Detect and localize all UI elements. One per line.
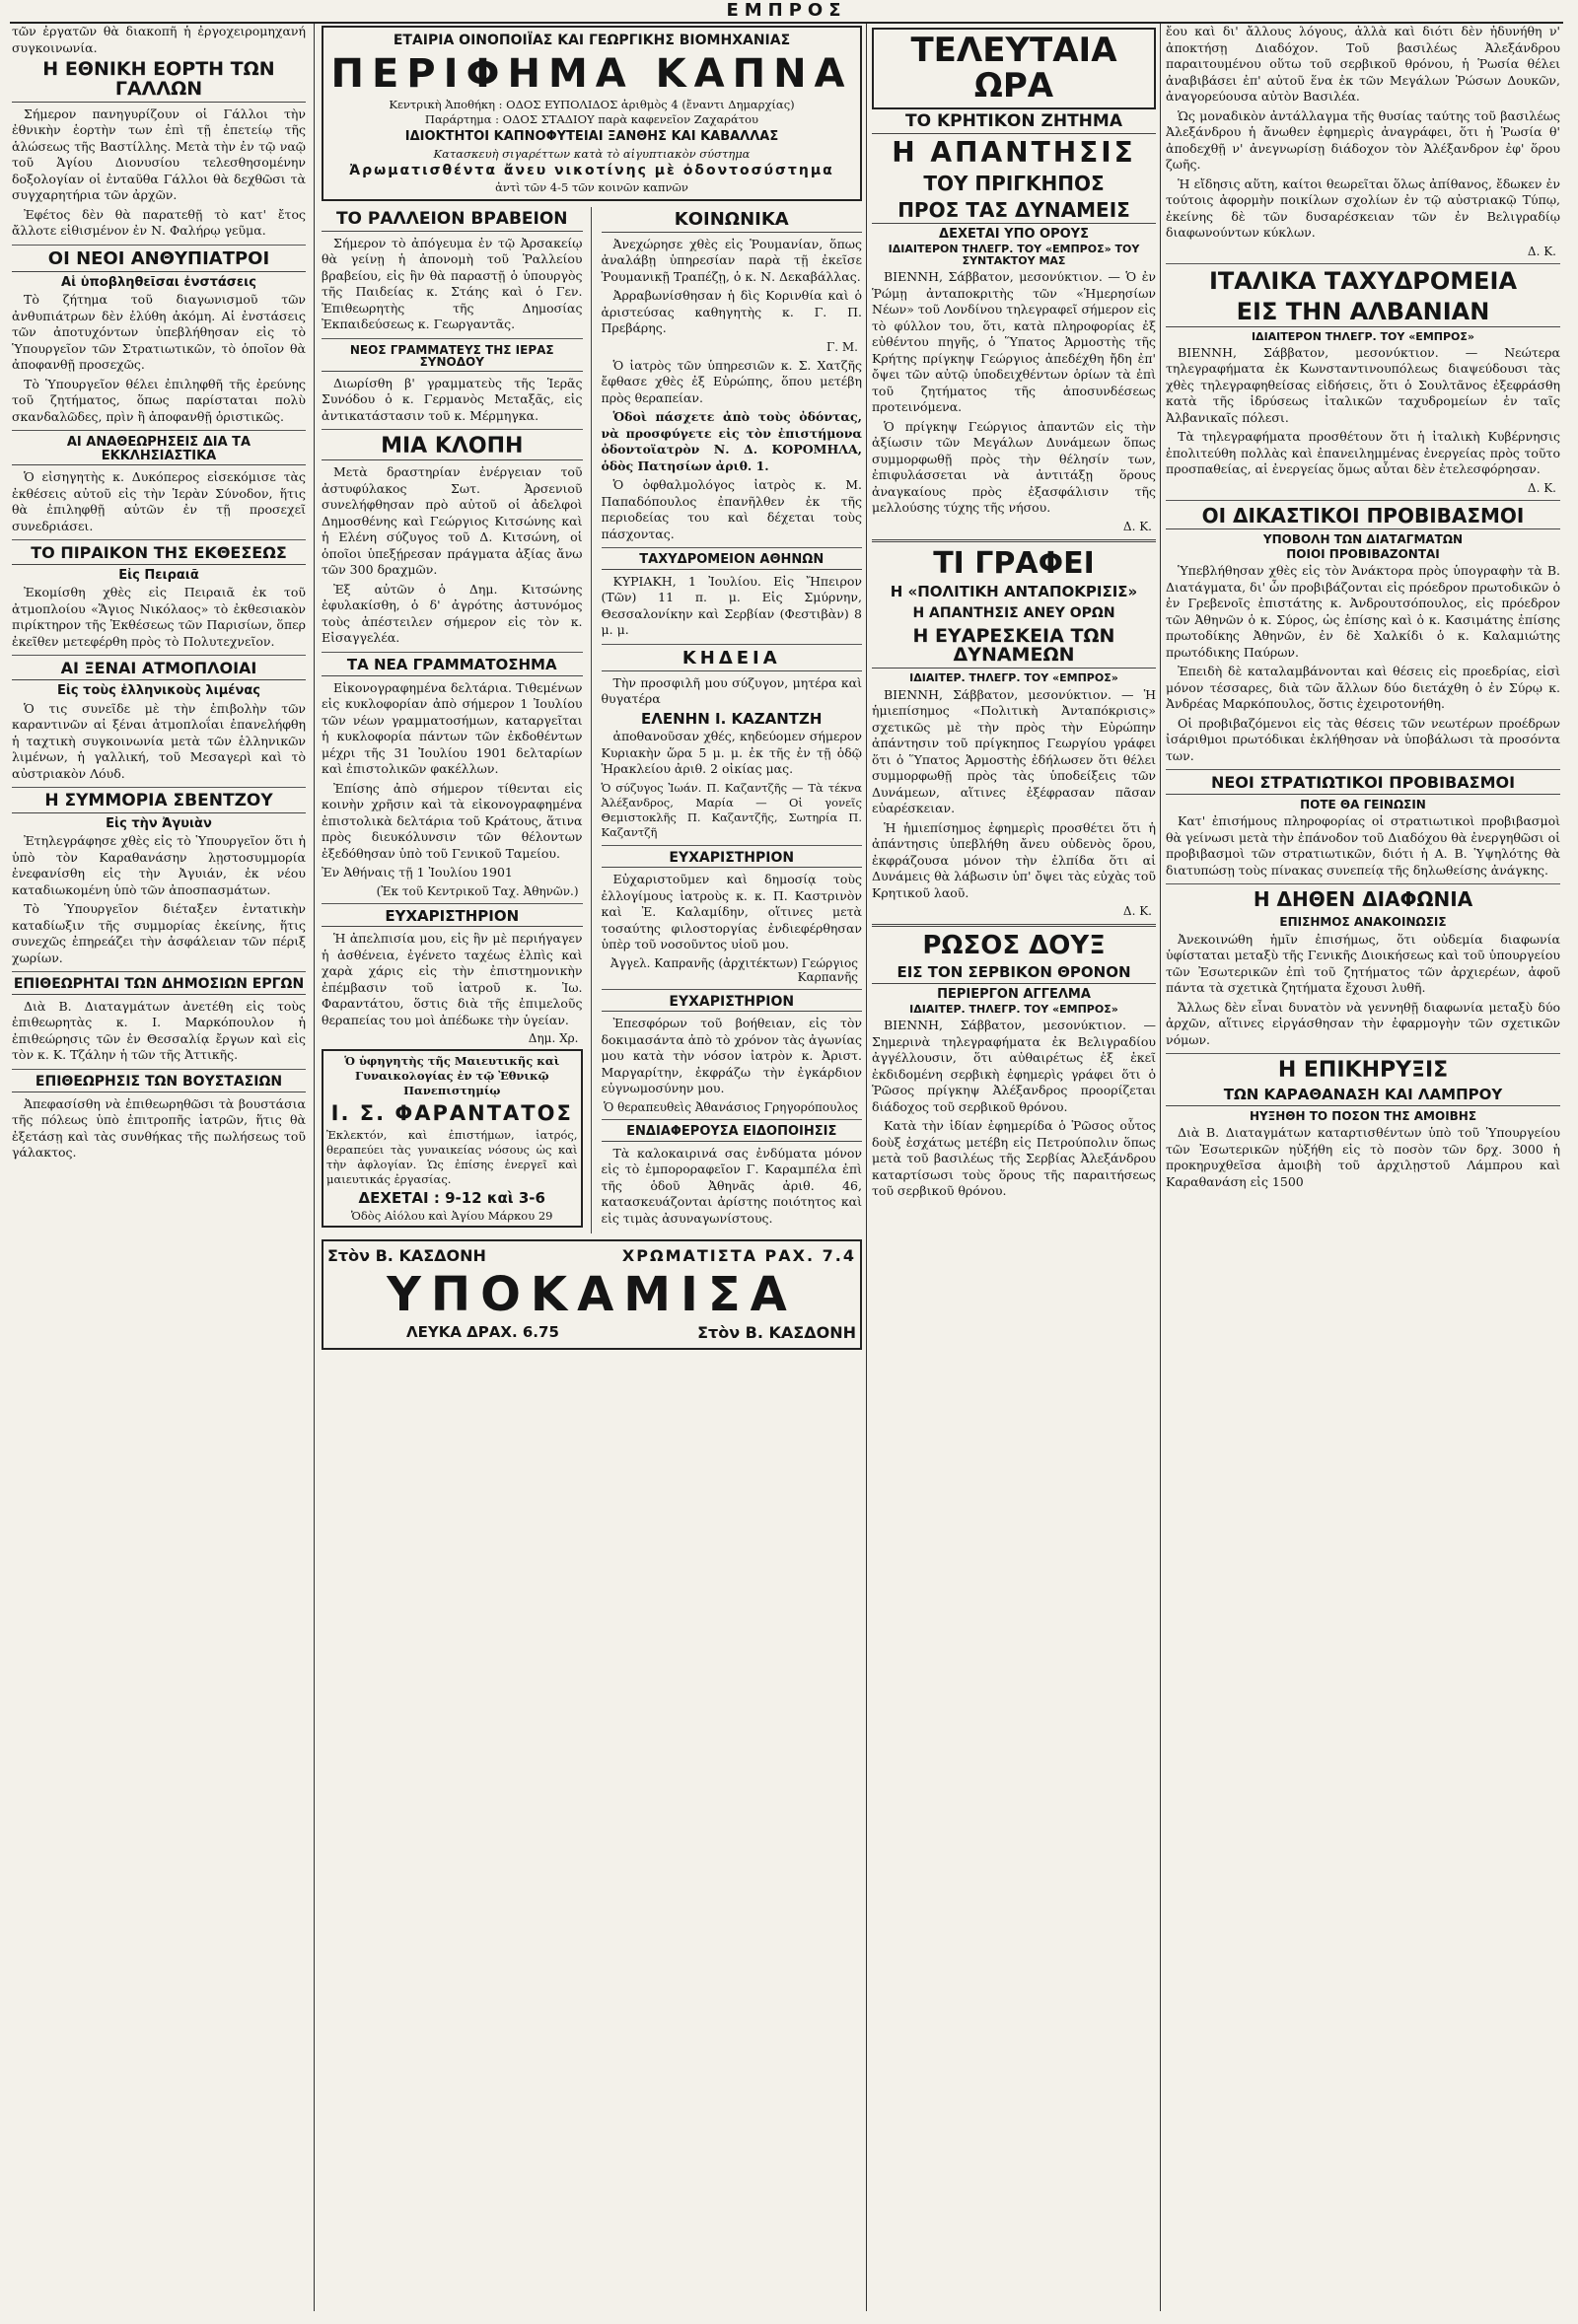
headline-satisfaction: Η ΕΥΑΡΕΣΚΕΙΑ ΤΩΝ ΔΥΝΑΜΕΩΝ — [872, 627, 1156, 669]
headline-new-stamps: ΤΑ ΝΕΑ ΓΡΑΜΜΑΤΟΣΗΜΑ — [322, 658, 583, 676]
article-text: Μετὰ δραστηρίαν ἐνέργειαν τοῦ ἀστυφύλακος Σωτ. Ἀρσενιοῦ συνελήφθησαν πρὸ αὐτοῦ οἱ ἀδελφοὶ Δημοσθένης καὶ Γεώργιος Κιτσώνης καὶ ἡ Ελένη σύζυγος τοῦ Δ. Κιτσώνη, οἱ ὁποῖοι ὑπεξῄρεσαν πράγματα ἀξίας ἄνω τῶν 300 δραχμῶν. — [322, 464, 583, 578]
headline-theft: ΜΙΑ ΚΛΟΠΗ — [322, 435, 583, 460]
article-text: Τὸ Ὑπουργεῖον θέλει ἐπιληφθῆ τῆς ἐρεύνης τοῦ ζητήματος, ὅπως παρίσταται πολὺ σκανδαλῶδες, πρὶν ἢ ἀποφανθῇ ὁριστικῶς. — [12, 376, 306, 424]
divider — [1166, 500, 1560, 501]
headline-post-office: ΤΑΧΥΔΡΟΜΕΙΟΝ ΑΘΗΝΩΝ — [602, 553, 863, 570]
column-rule — [314, 24, 315, 2311]
headline-notice: ΕΝΔΙΑΦΕΡΟΥΣΑ ΕΙΔΟΠΟΙΗΣΙΣ — [602, 1125, 863, 1142]
divider — [12, 787, 306, 788]
masthead: ΕΜΠΡΟΣ — [10, 0, 1563, 24]
article-text: Τὰ τηλεγραφήματα προσθέτουν ὅτι ἡ ἰταλικὴ Κυβέρνησις ἐπολιτεύθη πολλὰς καὶ ἐπανειλημμένας ἐνεργείας πρὸς τοῦτο προσπαθείας, αἱ ἐνεργείας ὅμως αὗται δὲν ἐτελεσφόρησαν. — [1166, 429, 1560, 477]
article-signature: Γ. Μ. — [825, 339, 858, 354]
divider — [12, 971, 306, 972]
divider — [602, 989, 863, 990]
article-text: Εἰκονογραφημένα δελτάρια. Τιθεμένων εἰς κυκλοφορίαν ἀπὸ σήμερον 1 Ἰουλίου τῶν νέων γραμματοσήμων, καταργεῖται ἡ κυκλοφορία πάντων τῶν ἐκδοθέντων μέχρι τῆς 31 Ἰουλίου 1901 δελταρίων καὶ ἐπιστολικῶν φακέλλων. — [322, 679, 583, 777]
headline-national-holiday: Η ΕΘΝΙΚΗ ΕΟΡΤΗ ΤΩΝ ΓΑΛΛΩΝ — [12, 60, 306, 103]
ad-line-bold: ΙΔΙΟΚΤΗΤΟΙ ΚΑΠΝΟΦΥΤΕΙΑΙ ΞΑΝΘΗΣ ΚΑΙ ΚΑΒΑΛΛΑΣ — [404, 129, 779, 145]
headline-bounty: Η ΕΠΙΚΗΡΥΞΙΣ — [1277, 1058, 1449, 1084]
headline-powers: ΠΡΟΣ ΤΑΣ ΔΥΝΑΜΕΙΣ — [872, 200, 1156, 224]
headline-judicial-promotions: ΟΙ ΔΙΚΑΣΤΙΚΟΙ ΠΡΟΒΙΒΑΣΜΟΙ — [1166, 506, 1560, 529]
article-text: Ὁ τις συνεῖδε μὲ τὴν ἐπιβολὴν τῶν καραντινῶν αἱ ξέναι ἀτμοπλοΐαι ἐπανελήφθη ἡ ταχτικὴ συγκοινωνία μετὰ τῶν ἑλληνικῶν λιμένων, ἡ γαλλική, τοῦ Μεσαγερὶ καὶ τὸ αὐστριακὸν Λόυδ. — [12, 700, 306, 781]
headline-military-promotions: ΝΕΟΙ ΣΤΡΑΤΙΩΤΙΚΟΙ ΠΡΟΒΙΒΑΣΜΟΙ — [1166, 775, 1560, 795]
divider — [322, 903, 583, 904]
headline-new-assistant-doctors: ΟΙ ΝΕΟΙ ΑΝΘΥΠΙΑΤΡΟΙ — [12, 250, 306, 272]
office-hours: ΔΕΧΕΤΑΙ : 9-12 καὶ 3-6 — [358, 1189, 545, 1208]
headline-albania: ΕΙΣ ΤΗΝ ΑΛΒΑΝΙΑΝ — [1166, 300, 1560, 327]
article-text: ἀποθανοῦσαν χθές, κηδεύομεν σήμερον Κυριακὴν ὥρα 5 μ. μ. ἐκ τῆς ἐν τῇ ὁδῷ Ἡρακλείου ἀριθ. 2 οἰκίας μας. — [601, 729, 862, 777]
divider — [1166, 1053, 1560, 1054]
article-text: Ἀνεχώρησε χθὲς εἰς Ῥουμανίαν, ὅπως ἀναλάβῃ ὑπηρεσίαν παρὰ τῇ ἐκεῖσε Ῥουμανικῇ Τραπέζῃ, ὁ κ. Ν. Δεκαβάλλας. — [601, 236, 862, 284]
headline-thanks: ΕΥΧΑΡΙΣΤΗΡΙΟΝ — [602, 995, 863, 1013]
headline-gang: Η ΣΥΜΜΟΡΙΑ ΣΒΕΝΤΖΟΥ — [12, 793, 306, 813]
article-text: ΒΙΕΝΝΗ, Σάββατον, μεσονύκτιον. — Ὁ ἐν Ῥώμῃ ἀνταποκριτὴς τῶν «Ἡμερησίων Νέων» τοῦ Λονδίνου τηλεγραφεῖ σήμερον εἰς τὸ φύλλον του, ὅτι, κατὰ πληροφορίας ἐξ εὐθέντου πηγῆς, ὁ Ὕπατος Ἁρμοστὴς τῆς Κρήτης πρίγκηψ Γεώργιος ἀπεδέχθη ἤδη ἐπ' ὄψει τῶν αὐτῷ ὑποδειχθέντων ὁρίων τὰ ἐπὶ τοῦ ζητήματος τῆς ἀποσυνδέσεως προτεινόμενα. — [872, 269, 1156, 415]
divider — [322, 652, 583, 653]
ad-price-line: ΛΕΥΚΑ ΔΡΑΧ. 6.75 — [406, 1323, 559, 1342]
ad-row — [327, 1322, 856, 1344]
article-text: Ὡς μοναδικὸν ἀντάλλαγμα τῆς θυσίας ταύτης τοῦ βασιλέως Ἀλεξάνδρου ἡ ἄνωθεν ἐφημερὶς ἀναγράφει, ὅτι ἡ Ῥωσία θ' ἀποδεχθῇ ν' ἀνεγνωρίσῃ διάδοχον τὸν Ἀλέξανδρον ἐφ' ὅρου ζωῆς. — [1166, 107, 1560, 172]
article-text: Ἀπεφασίσθη νὰ ἐπιθεωρηθῶσι τὰ βουστάσια τῆς πόλεως ὑπὸ ἐπιτροπῆς ἰατρῶν, ἥτις θὰ ἐξετάσῃ καὶ τὰς συνθήκας τῆς πωλήσεως τοῦ γάλακτος. — [12, 1095, 306, 1161]
headline-funeral: ΚΗΔΕΙΑ — [602, 650, 863, 671]
article-text: Ἡ εἴδησις αὕτη, καίτοι θεωρεῖται ὅλως ἀπίθανος, ἔδωκεν ἐν τούτοις ἀφορμὴν ποικίλων σχολίων ἐν τῷ αὐστριακῷ Τύπῳ, ἐκείνης δὲ τῶν δυσαρέσκειαν τῶν ἐν Βελιγραδίῳ διαφωνούντων κύκλων. — [1166, 176, 1560, 240]
divider — [12, 655, 306, 656]
ad-line: Κατασκευὴ σιγαρέττων κατὰ τὸ αἰγυπτιακὸν σύστημα — [433, 146, 751, 161]
article-signature: Δ. Κ. — [1527, 244, 1556, 258]
subheadline: ΥΠΟΒΟΛΗ ΤΩΝ ΔΙΑΤΑΓΜΑΤΩΝ — [1262, 531, 1464, 546]
shop-name: Στὸν Β. ΚΑΣΔΟΝΗ — [697, 1323, 856, 1343]
article-signature: Δ. Κ. — [1122, 519, 1152, 533]
article-signature: Δ. Κ. — [1122, 904, 1152, 918]
article-text: Σήμερον τὸ ἀπόγευμα ἐν τῷ Ἀρσακείῳ θὰ γείνῃ ἡ ἀπονομὴ τοῦ Ῥαλλείου βραβείου, εἰς ἣν θὰ παραστῇ ὁ ὑπουργὸς τῆς Παιδείας κ. Στάης καὶ ὁ Γεν. Ἐπιθεωρητὴς τῆς Δημοσίας Ἐκπαιδεύσεως κ. Γεωργαντᾶς. — [322, 235, 583, 332]
headline-foreign-shipping: ΑΙ ΞΕΝΑΙ ΑΤΜΟΠΛΟΙΑΙ — [12, 661, 306, 680]
ad-line: Ἐκλεκτόν, καὶ ἐπιστήμων, ἰατρός, θεραπεύει τὰς γυναικείας νόσους ὡς καὶ τὴν ἀφλογίαν. Ὡς ἐπίσης ἐνεργεῖ καὶ μαιευτικάς ἐργασίας. — [326, 1128, 578, 1187]
divider — [1166, 883, 1560, 884]
article-text: Κατ' ἐπισήμους πληροφορίας οἱ στρατιωτικοὶ προβιβασμοὶ θὰ γείνωσι μετὰ τὴν ἐπάνοδον τοῦ Διαδόχου θὰ ἐνεργηθῶσι οἱ προβιβασμοὶ τῶν στρατιωτικῶν, διότι ἡ Α. Β. Ὑψηλότης θὰ διατυπώσῃ τοὺς πίνακας συνεπείᾳ τῆς δηλωθείσης ἀνάγκης. — [1166, 813, 1560, 878]
ad-row — [327, 1245, 856, 1267]
ad-headline: ΠΕΡΙΦΗΜΑ ΚΑΠΝΑ — [330, 51, 853, 98]
article-text: Ἐπεσφόρων τοῦ βοήθειαν, εἰς τὸν δοκιμασάντα ἀπὸ τὸ χρόνον τὰς ἀγωνίας μου κατὰ τὴν νόσον ἰατρὸν κ. Ἀριστ. Μαργαρίτην, ἐκφράζω τὴν ἐγκάρδιον εὐγνωμοσύνην μου. — [601, 1016, 862, 1096]
headline-cretan-question: ΤΟ ΚΡΗΤΙΚΟΝ ΖΗΤΗΜΑ — [872, 113, 1156, 134]
tobacco-advertisement — [322, 26, 862, 201]
divider — [12, 1069, 306, 1070]
divider — [602, 845, 863, 846]
article-text: Εὐχαριστοῦμεν καὶ δημοσίᾳ τοὺς ἐλλογίμους ἰατροὺς κ. κ. Π. Καστρινὸν καὶ Ἐ. Καλαμίδην, οἵτινες μετὰ τοσαύτης φιλοστοργίας ἐνδιεφέρθησαν ὑπὲρ τοῦ νοσοῦντος υἱοῦ μου. — [601, 872, 862, 952]
article-text: Σήμερον πανηγυρίζουν οἱ Γάλλοι τὴν ἐθνικὴν ἑορτὴν των ἐπὶ τῇ ἐπετείῳ τῆς ἁλώσεως τῆς Βαστίλλης. Μετὰ τὴν ἐν τῷ ναῷ τοῦ Ἁγίου Διονυσίου τελεσθησομένην δοξολογίαν οἱ ἐνταῦθα Γάλλοι θὰ δεχθῶσι τὰ συγχαρητήρια τῶν ἀρχῶν. — [12, 106, 306, 203]
subheadline: ΗΥΞΗΘΗ ΤΟ ΠΟΣΟΝ ΤΗΣ ΑΜΟΙΒΗΣ — [1249, 1108, 1477, 1123]
column-4 — [1166, 24, 1560, 2311]
subheadline: ΔΕΧΕΤΑΙ ΥΠΟ ΟΡΟΥΣ — [939, 226, 1089, 242]
column-3 — [872, 24, 1156, 2311]
article-signature: Ὁ θεραπευθεὶς Ἀθανάσιος Γρηγορόπουλος — [603, 1099, 858, 1114]
article-signature: Δ. Κ. — [1527, 480, 1556, 495]
column-rule — [866, 24, 867, 2311]
telegram-tag: ΙΔΙΑΙΤΕΡ. ΤΗΛΕΓΡ. ΤΟΥ «ΕΜΠΡΟΣ» — [909, 671, 1118, 685]
column-rule — [1160, 24, 1161, 2311]
subheadline: Εἰς τοὺς ἑλληνικοὺς λιμένας — [56, 683, 261, 699]
article-text: Ἀνεκοινώθη ἡμῖν ἐπισήμως, ὅτι οὐδεμία διαφωνία ὑφίσταται μεταξὺ τῆς Γενικῆς Διοικήσεως καὶ τοῦ ὑπουργείου τῶν Ἐσωτερικῶν ἐπὶ τοῦ ζητήματος τῶν ἀρχιερέων, ἀφοῦ πάντα τὰ σχετικὰ ζητήματα ἔχουσι λυθῆ. — [1166, 931, 1560, 996]
article-text: ΒΙΕΝΝΗ, Σάββατον, μεσονύκτιον. — Ἡ ἡμιεπίσημος «Πολιτικὴ Ἀνταπόκρισις» σχετικῶς μὲ τὴν πρὸς τὴν Εὐρώπην ἀπάντησιν τοῦ πρίγκηπος Γεωργίου γράφει ὅτι ὁ Ὕπατος Ἁρμοστὴς ἐδήλωσεν ὅτι θέλει συμμορφωθῇ πρὸς τὰς ὑποδείξεις τῶν Δυνάμεων, αἵτινες ἐξέφρασαν πᾶσαν εὐαρέσκειαν. — [872, 686, 1156, 815]
article-text: Ὑπεβλήθησαν χθὲς εἰς τὸν Ἀνάκτορα πρὸς ὑπογραφὴν τὰ Β. Διατάγματα, δι' ὧν προβιβάζονται εἰς πρόεδρον πρωτοδικῶν ὁ ἐν Γρεβενοῖς ἐπιστάτης κ. Ἀνδρουτσόπουλος, εἰς πρόεδρον τῶν Ἀθηνῶν ὁ κ. Σύρος, ὡς ἐπίσης καὶ ὁ κ. Κασιμάτης ἐπίσης πρωτοδίκης Ἀθηνῶν, ἐν δὲ Χαλκίδι ὁ κ. Καλαμιώτης πρωτόδικης Παύρων. — [1166, 563, 1560, 660]
headline-italian-posts: ΙΤΑΛΙΚΑ ΤΑΧΥΔΡΟΜΕΙΑ — [1208, 266, 1518, 295]
article-text: Κατὰ τὴν ἰδίαν ἐφημερίδα ὁ Ῥῶσος οὗτος δοὺξ ἐσχάτως μετέβη εἰς Πετρούπολιν ὅπως μετὰ τοῦ βασιλέως τῆς Σερβίας Ἀλεξάνδρου καταρτίσωσι τοὺς ὅρους τῆς παραιτήσεως τοῦ σερβικοῦ θρόνου. — [872, 1118, 1156, 1199]
divider — [602, 644, 863, 645]
divider — [872, 539, 1156, 542]
article-text: Ἐπειδὴ δὲ καταλαμβάνονται καὶ θέσεις εἰς προεδρίας, εἰσὶ μόνον τέσσαρες, διὰ τῶν ἄλλων δύο διετάχθη ὁ ἐν Σύρῳ κ. Ἀνδρέας Μαρκόπουλος, ὅστις ἐχειροτονήθη. — [1166, 664, 1560, 712]
subheadline: Εἰς τὴν Ἀγυιὰν — [106, 815, 212, 831]
article-text: Οἱ προβιβαζόμενοι εἰς τὰς θέσεις τῶν νεωτέρων προέδρων ἰσάριθμοι πρωτόδικαι ἐκλήθησαν νὰ ὑποβάλωσι τὰ προσόντα των. — [1166, 715, 1560, 763]
telegram-tag: ΙΔΙΑΙΤΕΡ. ΤΗΛΕΓΡ. ΤΟΥ «ΕΜΠΡΟΣ» — [909, 1003, 1118, 1017]
article-text: Ἀρραβωνίσθησαν ἡ δὶς Κορινθία καὶ ὁ ἀριστεύσας καθηγητὴς κ. Γ. Π. Πρεβάρης. — [601, 288, 862, 336]
divider — [1166, 263, 1560, 264]
article-text: ἔου καὶ δι' ἄλλους λόγους, ἀλλὰ καὶ διότι δὲν ἠδυνήθη ν' ἀποκτήσῃ Διαδόχον. Τοῦ βασιλέως Ἀλεξάνδρου παραιτουμένου οὕτω τοῦ σερβικοῦ θρόνου, ἡ Ῥωσία θέλει ἀναβιβάσει ἐπ' αὐτοῦ ἕνα ἐκ τῶν Μεγάλων Ῥώσων Δουκῶν, ἀναγορεύουσα αὐτὸν Βασιλέα. — [1166, 24, 1560, 104]
divider — [12, 430, 306, 431]
headline-bandits: ΤΩΝ ΚΑΡΑΘΑΝΑΣΗ ΚΑΙ ΛΑΜΠΡΟΥ — [1166, 1088, 1560, 1106]
doctor-advertisement — [322, 1049, 583, 1228]
article-text: Ἄλλως δὲν εἶναι δυνατὸν νὰ γεννηθῇ διαφωνία μεταξὺ δύο ἀρχῶν, αἵτινες εἰργάσθησαν τὴν ἐφαρμογὴν τῶν σχετικῶν νόμων. — [1166, 999, 1560, 1047]
divider — [1166, 769, 1560, 770]
subheadline: ΠΟΤΕ ΘΑ ΓΕΙΝΩΣΙΝ — [1300, 798, 1426, 812]
telegram-tag: ΙΔΙΑΙΤΕΡΟΝ ΤΗΛΕΓΡ. ΤΟΥ «ΕΜΠΡΟΣ» — [1251, 329, 1475, 343]
headline-ecclesiastical: ΑΙ ΑΝΑΘΕΩΡΗΣΕΙΣ ΔΙΑ ΤΑ ΕΚΚΛΗΣΙΑΣΤΙΚΑ — [12, 436, 306, 465]
article-fragment: τῶν ἐργατῶν θὰ διακοπῆ ἡ ἐργοχειρομηχανή συγκοινωνία. — [12, 24, 306, 55]
article-text: Τὰ καλοκαιρινά σας ἐνδύματα μόνον εἰς τὸ ἐμποροραφεῖον Γ. Καραμπέλα ἐπὶ τῆς ὁδοῦ Ἀθηνᾶς ἀριθ. 46, κατασκευάζονται ἀρίστης ποιότητος καὶ εἰς τιμὰς ἀσυναγωνίστους. — [601, 1145, 862, 1226]
article-text: Ἐφέτος δὲν θὰ παρατεθῇ τὸ κατ' ἔτος ἄλλοτε εἰθισμένον ἐν Ν. Φαλήρῳ γεῦμα. — [12, 206, 306, 239]
article-text: Ὁδοὶ πάσχετε ἀπὸ τοὺς ὀδόντας, νὰ προσφύγετε εἰς τὸν ἐπιστήμονα ὀδοντοϊατρὸν Ν. Δ. ΚΟΡΟΜΗΛΑ, ὁδὸς Πατησίων ἀριθ. 1. — [601, 409, 862, 473]
relatives-list: Ὁ σύζυγος Ἰωάν. Π. Καζαντζῆς — Τὰ τέκνα Ἀλέξανδρος, Μαρία — Οἱ γονεῖς Θεμιστοκλῆς Π. Καζαντζῆς, Σωτηρία Π. Καζαντζῆ — [601, 780, 862, 839]
headline-public-works: ΕΠΙΘΕΩΡΗΤΑΙ ΤΩΝ ΔΗΜΟΣΙΩΝ ΕΡΓΩΝ — [12, 977, 306, 995]
divider — [322, 338, 583, 339]
article-date: Ἐν Ἀθήναις τῇ 1 Ἰουλίου 1901 — [322, 865, 513, 880]
headline-russian-duke: ΡΩΣΟΣ ΔΟΥΞ — [922, 931, 1106, 960]
article-text: Τὴν προσφιλῆ μου σύζυγον, μητέρα καὶ θυγατέρα — [601, 674, 862, 707]
shop-name: Στὸν Β. ΚΑΣΔΟΝΗ — [327, 1246, 486, 1266]
article-text: Διὰ Β. Διαταγμάτων καταρτισθέντων ὑπὸ τοῦ Ὑπουργείου τῶν Ἐσωτερικῶν ηὐξήθη εἰς τὸ ποσὸν τῶν δρχ. 3000 ἡ προκηρυχθεῖσα ἀμοιβὴ τοῦ ἀρχιλῃστοῦ Λάμπρου καὶ Καραθανάση εἰς 1500 — [1166, 1125, 1560, 1189]
article-text: Ὁ εἰσηγητὴς κ. Δυκόπερος εἰσεκόμισε τὰς ἐκθέσεις αὐτοῦ εἰς τὴν Ἱερὰν Σύνοδον, ἥτις θὰ ἐπιληφθῇ αὐτῶν ἐν τῇ προσεχεῖ συνεδριάσει. — [12, 469, 306, 533]
column-2b — [602, 207, 863, 1234]
article-text: Ἐκομίσθη χθὲς εἰς Πειραιᾶ ἐκ τοῦ ἀτμοπλοίου «Ἅγιος Νικόλαος» τὸ ἐκθεσιακὸν πιρίκτηρον τῆς Ἐκθέσεως τῶν Παρισίων, ὅπερ ἐκεῖθεν μετεφέρθη πρὸς τὸ Πολυτεχνεῖον. — [12, 585, 306, 649]
headline-serbian-throne: ΕΙΣ ΤΟΝ ΣΕΡΒΙΚΟΝ ΘΡΟΝΟΝ — [872, 965, 1156, 984]
headline-prince: ΤΟΥ ΠΡΙΓΚΗΠΟΣ — [923, 171, 1105, 195]
headline-reply: Η ΑΠΑΝΤΗΣΙΣ — [892, 136, 1136, 170]
article-text: Διωρίσθη β' γραμματεὺς τῆς Ἱερᾶς Συνόδου ὁ κ. Γερμανὸς Μεταξᾶς, εἰς ἀντικατάστασιν τοῦ κ. Μέρμηγκα. — [322, 375, 583, 423]
article-text: Ὁ ἰατρὸς τῶν ὑπηρεσιῶν κ. Σ. Χατζῆς ἔφθασε χθὲς ἐξ Εὐρώπης, ὅπου μετέβη πρὸς θεραπείαν. — [601, 357, 862, 405]
article-signature: Δημ. Χρ. — [528, 1031, 579, 1046]
office-address: Ὁδὸς Αἰόλου καὶ Ἀγίου Μάρκου 29 — [351, 1208, 553, 1223]
subheadline: Αἱ ὑποβληθεῖσαι ἐνστάσεις — [61, 274, 256, 290]
doctor-name: Ι. Σ. ΦΑΡΑΝΤΑΤΟΣ — [330, 1101, 573, 1126]
ad-line: Κεντρικὴ Ἀποθήκη : ΟΔΟΣ ΕΥΠΟΛΙΔΟΣ ἀριθμὸς 4 (ἔναντι Δημαρχίας) — [389, 98, 795, 112]
article-text: Ἐτηλεγράφησε χθὲς εἰς τὸ Ὑπουργεῖον ὅτι ἡ ὑπὸ τὸν Καραθανάσην λῃστοσυμμορία ἐνεφανίσθη εἰς τὴν Ἀγυιάν, ἐκ νέου καταδιωκομένη ὑπὸ τῶν ἀποσπασμάτων. — [12, 833, 306, 897]
headline-society: ΚΟΙΝΩΝΙΚΑ — [602, 211, 863, 233]
article-text: Ὁ πρίγκηψ Γεώργιος ἀπαντῶν εἰς τὴν ἀξίωσιν τῶν Μεγάλων Δυνάμεων ὅπως συμμορφωθῇ πρὸς τὴν θέλησίν των, ἐπιφυλάσσεται νὰ ἀντιτάξῃ ὅρους ἀναγκαίους πρὸς ἐξασφάλισιν τῆς μελλούσης τύχης τῆς νήσου. — [872, 418, 1156, 516]
column-2a — [322, 207, 592, 1234]
headline-disagreement: Η ΔΗΘΕΝ ΔΙΑΦΩΝΙΑ — [1253, 887, 1473, 912]
ad-headline: ΥΠΟΚΑΜΙΣΑ — [387, 1267, 797, 1323]
article-signature: (Ἐκ τοῦ Κεντρικοῦ Ταχ. Ἀθηνῶν.) — [376, 883, 579, 898]
headline-thanks: ΕΥΧΑΡΙΣΤΗΡΙΟΝ — [602, 851, 863, 869]
divider — [872, 924, 1156, 927]
article-signature: Ἀγγελ. Καπρανῆς (ἀρχιτέκτων) Γεώργιος Καρπανῆς — [610, 955, 858, 984]
column-1 — [12, 24, 306, 2311]
headline-last-hour: ΤΕΛΕΥΤΑΙΑ ΩΡΑ — [872, 28, 1156, 109]
subheadline: ΠΕΡΙΕΡΓΟΝ ΑΓΓΕΛΜΑ — [937, 987, 1091, 1003]
headline-rallis-prize: ΤΟ ΡΑΛΛΕΙΟΝ ΒΡΑΒΕΙΟΝ — [322, 211, 583, 232]
headline-exhibition: ΤΟ ΠΙΡΑΙΚΟΝ ΤΗΣ ΕΚΘΕΣΕΩΣ — [12, 545, 306, 565]
deceased-name: ΕΛΕΝΗΝ Ι. ΚΑΖΑΝΤΖΗ — [641, 709, 823, 728]
shirts-advertisement — [322, 1239, 862, 1349]
ad-line: ἀντὶ τῶν 4-5 τῶν κοινῶν καπνῶν — [495, 179, 688, 194]
telegram-tag: ΙΔΙΑΙΤΕΡΟΝ ΤΗΛΕΓΡ. ΤΟΥ «ΕΜΠΡΟΣ» ΤΟΥ ΣΥΝΤΑΚΤΟΥ ΜΑΣ — [888, 242, 1140, 267]
article-text: Ἐξ αὐτῶν ὁ Δημ. Κιτσώνης ἐφυλακίσθη, ὁ δ' ἀγρότης ἀστυνόμος τοὺς ἀπέστειλεν σήμερον εἰς τὸν κ. Εἰσαγγελέα. — [322, 581, 583, 646]
headline-stables: ΕΠΙΘΕΩΡΗΣΙΣ ΤΩΝ ΒΟΥΣΤΑΣΙΩΝ — [12, 1075, 306, 1092]
ad-line: Παράρτημα : ΟΔΟΣ ΣΤΑΔΙΟΥ παρὰ καφενεῖον Ζαχαράτου — [424, 112, 759, 127]
subheadline: ΠΟΙΟΙ ΠΡΟΒΙΒΑΖΟΝΤΑΙ — [1286, 547, 1440, 562]
article-text: Ἡ ἀπελπισία μου, εἰς ἣν μὲ περιήγαγεν ἡ ἀσθένεια, ἐγένετο ταχέως ἐλπὶς καὶ χαρὰ χάρις εἰς τὴν ἐπιστημονικὴν ἐπέμβασιν τοῦ ἰατροῦ κ. Ἰω. Φαραντάτου, ὅστις διὰ τῆς ἐπιμελοῦς θεραπείας του μοὶ ἀπέδωκε τὴν ὑγείαν. — [322, 931, 583, 1027]
headline-synod-secretary: ΝΕΟΣ ΓΡΑΜΜΑΤΕΥΣ ΤΗΣ ΙΕΡΑΣ ΣΥΝΟΔΟΥ — [322, 344, 583, 372]
headline-political-correspondence: Η «ΠΟΛΙΤΙΚΗ ΑΝΤΑΠΟΚΡΙΣΙΣ» — [890, 583, 1138, 601]
divider — [602, 1119, 863, 1120]
article-text: Ἐπίσης ἀπὸ σήμερον τίθενται εἰς κοινὴν χρῆσιν καὶ τὰ εἰκονογραφημένα ἐπιστολικὰ δελτάρια τοῦ Κράτους, ἅτινα πρὸς διευκόλυνσιν τῶν θέλοντων ἐξεδόθησαν ὑπὸ τοῦ Γενικοῦ Ταμείου. — [322, 780, 583, 861]
article-text: Τὸ Ὑπουργεῖον διέταξεν ἐντατικὴν καταδίωξιν τῆς συμμορίας ἐκείνης, ἥτις συνεχῶς ἐπηρεάζει τὴν ἀσφάλειαν τῶν πέριξ χωρίων. — [12, 901, 306, 965]
subheadline: Εἰς Πειραιᾶ — [118, 568, 199, 584]
article-text: Τὸ ζήτημα τοῦ διαγωνισμοῦ τῶν ἀνθυπιάτρων δὲν ἐλύθη ἀκόμη. Αἱ ἐνστάσεις τῶν ἀποτυχόντων ὑπεβλήθησαν εἰς τὸ Ὑπουργεῖον τῶν Στρατιωτικῶν, τὸ ὁποῖον θὰ ἀποφανθῇ προσεχῶς. — [12, 292, 306, 373]
divider — [602, 547, 863, 548]
article-text: ΒΙΕΝΝΗ, Σάββατον, μεσονύκτιον. — Νεώτερα τηλεγραφήματα ἐκ Κωνσταντινουπόλεως διαψεύδουσι τὰς χθὲς τηλεγραφηθείσας εἰδήσεις, ὅτι ὁ Σουλτᾶνος ἐξεφράσθη κατὰ τῆς ἱδρύσεως ἰταλικῶν ταχυδρομείων ἐν ταῖς Ἀλβανικαῖς πόλεσι. — [1166, 344, 1560, 425]
ad-company-name: ΕΤΑΙΡΙΑ ΟΙΝΟΠΟΙΪΑΣ ΚΑΙ ΓΕΩΡΓΙΚΗΣ ΒΙΟΜΗΧΑΝΙΑΣ — [393, 33, 791, 48]
divider — [322, 429, 583, 430]
ad-line-bold: Ἀρωματισθέντα ἄνευ νικοτίνης μὲ ὀδοντοσύστημα — [349, 162, 834, 178]
headline-thanks: ΕΥΧΑΡΙΣΤΗΡΙΟΝ — [322, 909, 583, 928]
ad-price-line: ΧΡΩΜΑΤΙΣΤΑ ΡΑΧ. 7.4 — [621, 1246, 856, 1266]
column-2 — [322, 24, 862, 2311]
ad-line: Ὁ ὑφηγητὴς τῆς Μαιευτικῆς καὶ Γυναικολογίας ἐν τῷ Ἐθνικῷ Πανεπιστημίῳ — [344, 1054, 560, 1098]
article-text: Ὁ ὀφθαλμολόγος ἰατρὸς κ. Μ. Παπαδόπουλος ἐπανῆλθεν ἐκ τῆς περιοδείας του καὶ δέχεται τοὺς πάσχοντας. — [601, 477, 862, 541]
subheadline: ΕΠΙΣΗΜΟΣ ΑΝΑΚΟΙΝΩΣΙΣ — [1279, 915, 1447, 930]
article-text: ΒΙΕΝΝΗ, Σάββατον, μεσονύκτιον. — Σημερινὰ τηλεγραφήματα ἐκ Βελιγραδίου ἀγγέλλουσιν, ὅτι αὐθαιρέτως ἐξ ἐκεῖ ἐκδιδομένη σερβικὴ ἐφημερὶς γράφει ὅτι ὁ Ῥῶσος πρίγκηψ Ἀλέξανδρος προορίζεται διάδοχος τοῦ σερβικοῦ θρόνου. — [872, 1018, 1156, 1114]
article-text: Διὰ Β. Διαταγμάτων ἀνετέθη εἰς τοὺς ἐπιθεωρητὰς κ. Ι. Μαρκόπουλον ἡ ἐπιθεώρησις τῶν ἐν Θεσσαλίᾳ ἔργων καὶ εἰς τὸν κ. Κ. Τζάλην ἡ τῶν τῆς Ἀττικῆς. — [12, 998, 306, 1063]
divider — [12, 245, 306, 246]
divider — [12, 539, 306, 540]
headline-reply-without-terms: Η ΑΠΑΝΤΗΣΙΣ ΑΝΕΥ ΟΡΩΝ — [912, 604, 1115, 621]
article-text: ΚΥΡΙΑΚΗ, 1 Ἰουλίου. Εἰς Ἤπειρον (Τῶν) 11 π. μ. Εἰς Σμύρνην, Θεσσαλονίκην καὶ Σερβίαν (Φεστιβὰν) 8 μ. μ. — [601, 573, 862, 638]
headline-what-writes: ΤΙ ΓΡΑΦΕΙ — [933, 545, 1095, 581]
article-text: Ἡ ἡμιεπίσημος ἐφημερὶς προσθέτει ὅτι ἡ ἀπάντησις ὑπεβλήθη ἄνευ οὐδενὸς ὅρου, ἐκφράζουσα μόνον τὴν ἐλπίδα ὅτι αἱ Δυνάμεις θὰ λάβωσιν ὑπ' ὄψει τὰς εὐχὰς τοῦ Κρητικοῦ λαοῦ. — [872, 819, 1156, 900]
